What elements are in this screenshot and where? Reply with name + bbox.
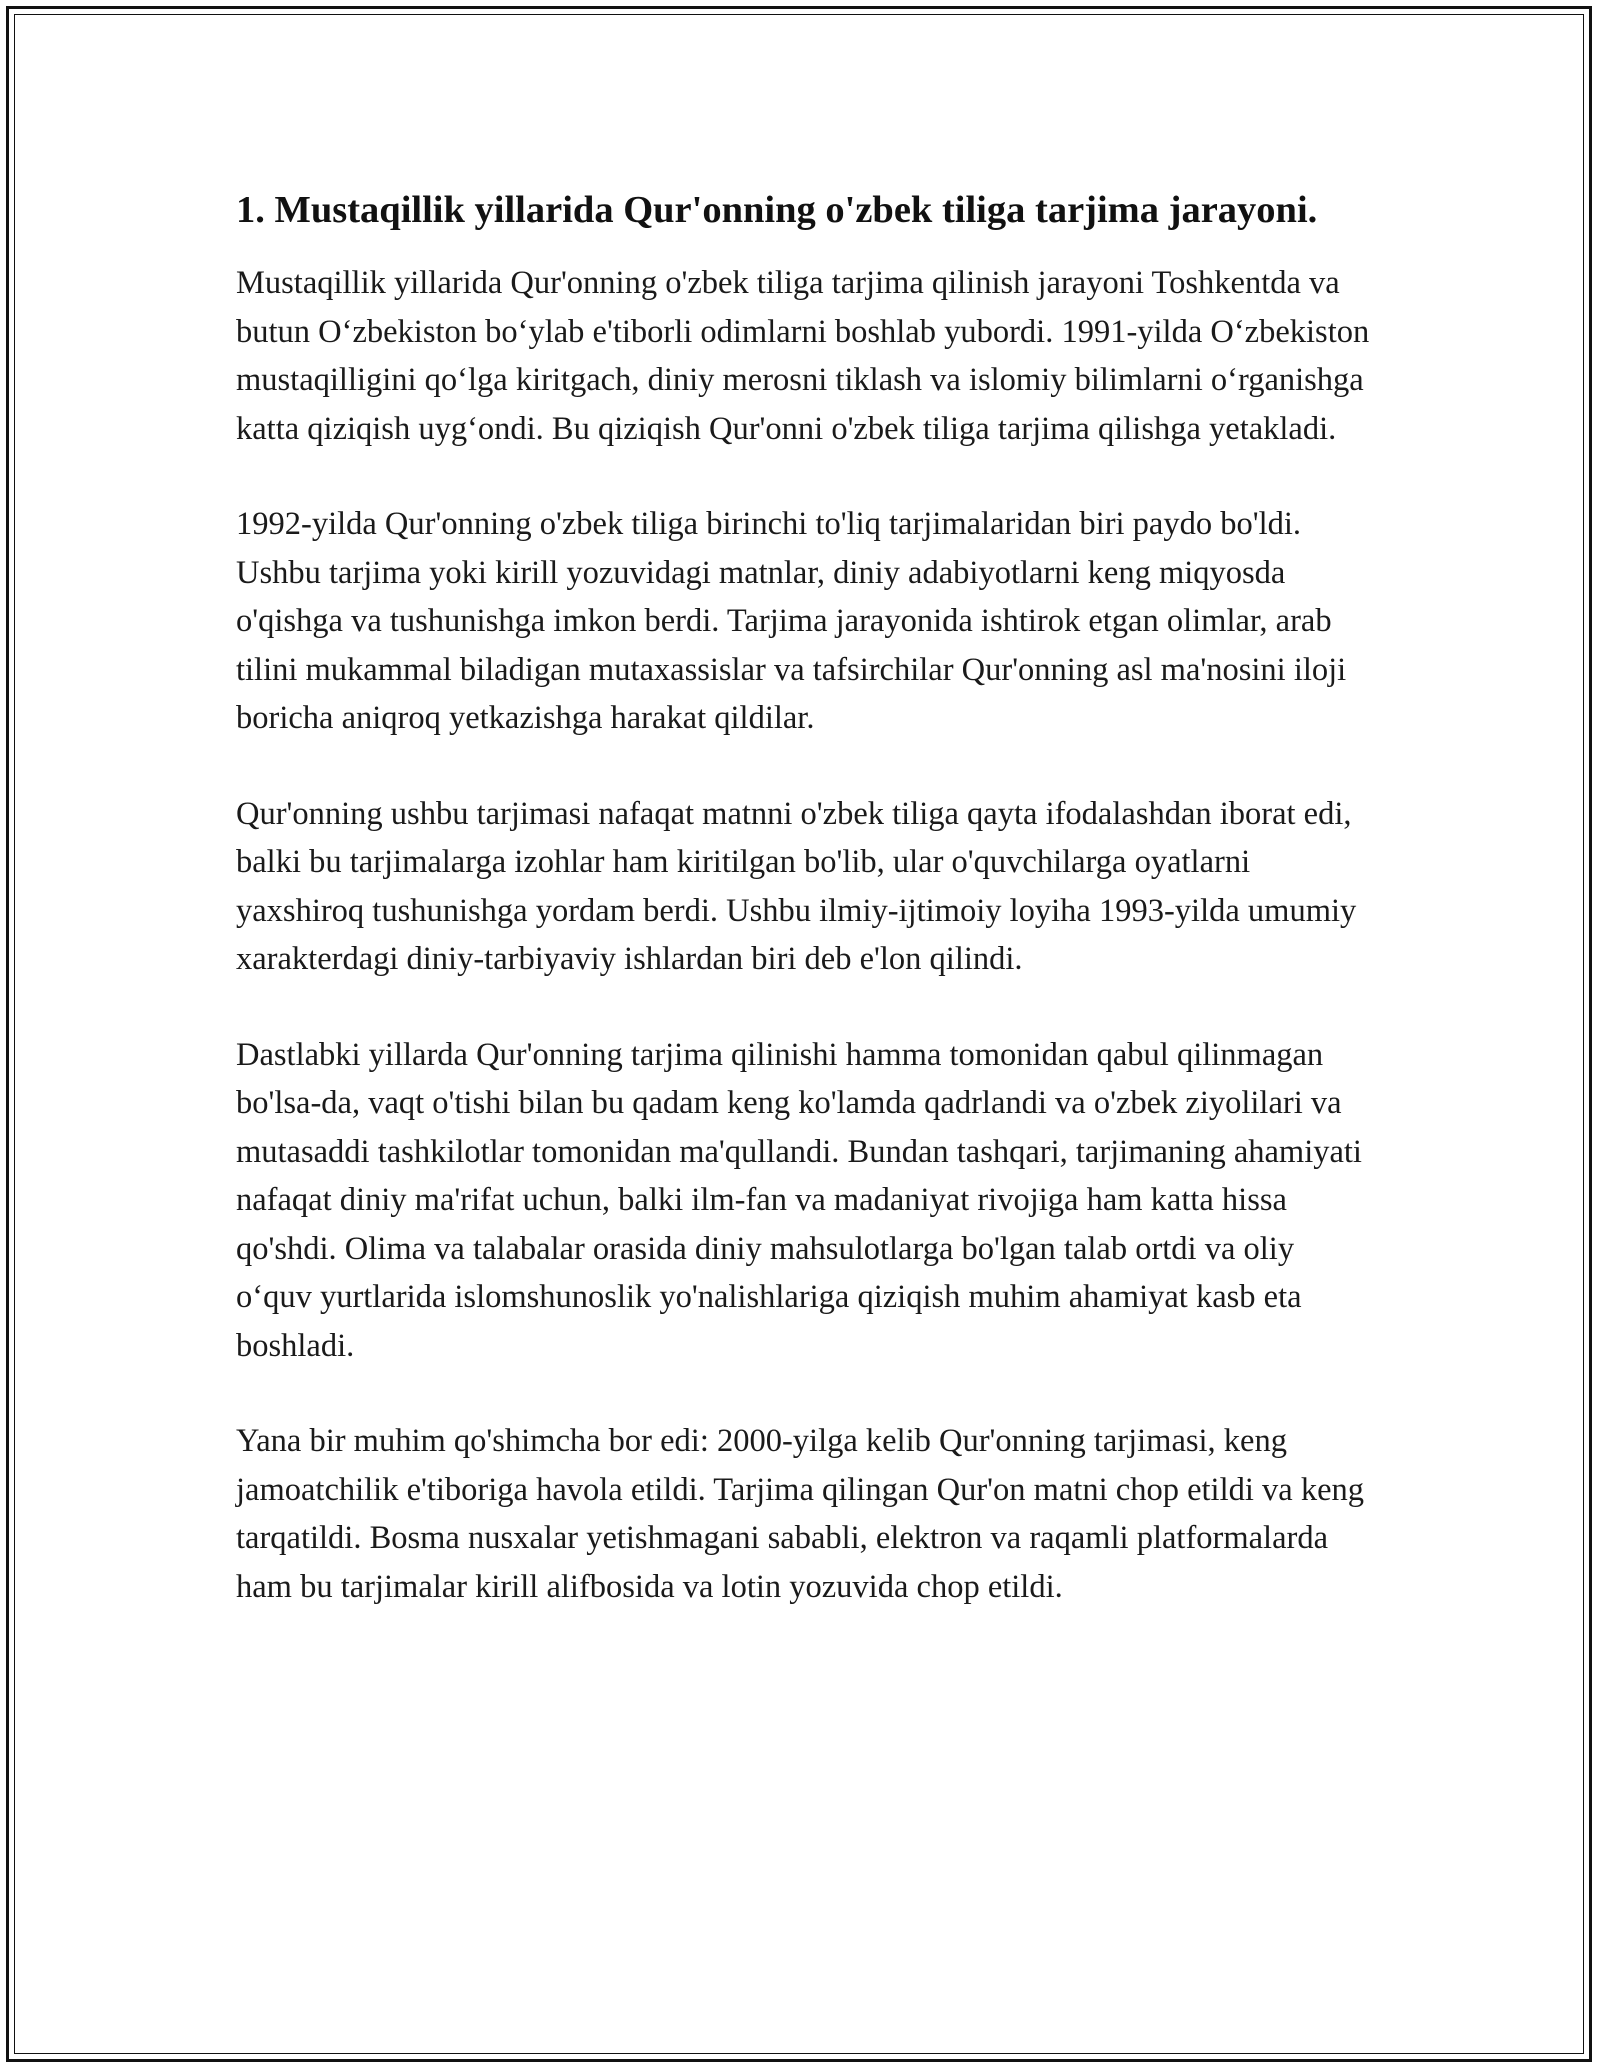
paragraph-5: Yana bir muhim qo'shimcha bor edi: 2000-yilga kelib Qur'onning tarjimasi, keng jamoatchilik e'tiboriga havola etildi. Tarjima qilingan Qur'on matni chop etildi va keng tarqatildi. Bosma nusxalar yetishmagani sababli, elektron va raqamli platformalarda ham bu tarjimalar kirill alifbosida va lotin yozuvida chop etildi. xyxy=(236,1423,1364,1605)
paragraph-4: Dastlabki yillarda Qur'onning tarjima qilinishi hamma tomonidan qabul qilinmagan bo'lsa-da, vaqt o'tishi bilan bu qadam keng ko'lamda qadrlandi va o'zbek ziyolilari va mutasaddi tashkilotlar tomonidan ma'qullandi. Bundan tashqari, tarjimaning ahamiyati nafaqat diniy ma'rifat uchun, balki ilm-fan va madaniyat rivojiga ham katta hissa qo'shdi. Olima va talabalar orasida diniy mahsulotlarga bo'lgan talab ortdi va oliy o‘quv yurtlarida islomshunoslik yo'nalishlariga qiziqish muhim ahamiyat kasb eta boshladi. xyxy=(236,1036,1362,1364)
paragraph-1: Mustaqillik yillarida Qur'onning o'zbek tiliga tarjima qilinish jarayoni Toshkentda va butun O‘zbekiston bo‘ylab e'tiborli odimlarni boshlab yubordi. 1991-yilda O‘zbekiston mustaqilligini qo‘lga kiritgach, diniy merosni tiklash va islomiy bilimlarni o‘rganishga katta qiziqish uyg‘ondi. Bu qiziqish Qur'onni o'zbek tiliga tarjima qilishga yetakladi. xyxy=(236,265,1370,447)
paragraph-2: 1992-yilda Qur'onning o'zbek tiliga birinchi to'liq tarjimalaridan biri paydo bo'ldi. Ushbu tarjima yoki kirill yozuvidagi matnlar, diniy adabiyotlarni keng miqyosda o'qishga va tushunishga imkon berdi. Tarjima jarayonida ishtirok etgan olimlar, arab tilini mukammal biladigan mutaxassislar va tafsirchilar Qur'onning asl ma'nosini iloji boricha aniqroq yetkazishga harakat qildilar. xyxy=(236,506,1347,736)
document-body xyxy=(236,186,1376,1658)
paragraph-3: Qur'onning ushbu tarjimasi nafaqat matnni o'zbek tiliga qayta ifodalashdan iborat edi, balki bu tarjimalarga izohlar ham kiritilgan bo'lib, ular o'quvchilarga oyatlarni yaxshiroq tushunishga yordam berdi. Ushbu ilmiy-ijtimoiy loyiha 1993-yilda umumiy xarakterdagi diniy-tarbiyaviy ishlardan biri deb e'lon qilindi. xyxy=(236,795,1357,977)
document-title: 1. Mustaqillik yillarida Qur'onning o'zbek tiliga tarjima jarayoni. xyxy=(236,189,1318,231)
